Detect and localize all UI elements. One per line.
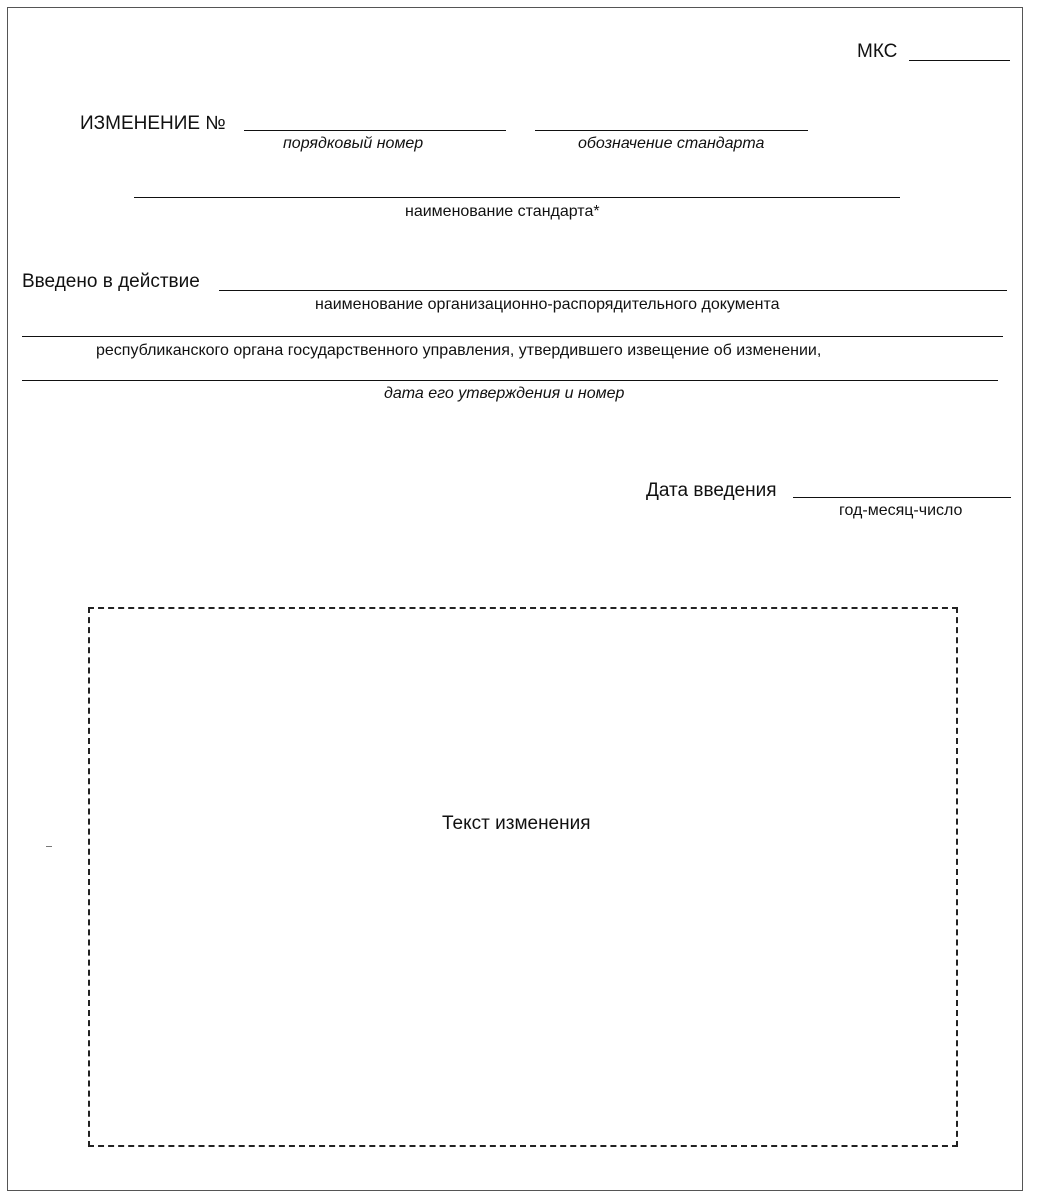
effective-date-label: Дата введения <box>646 480 777 501</box>
serial-number-caption: порядковый номер <box>283 135 424 152</box>
standard-designation-line[interactable] <box>535 130 808 131</box>
enactment-line-2[interactable] <box>22 336 1003 337</box>
effective-date-caption: год-месяц-число <box>839 502 963 519</box>
scan-mark <box>46 846 52 847</box>
change-text-box[interactable] <box>88 607 958 1147</box>
enactment-line-1[interactable] <box>219 290 1007 291</box>
serial-number-line[interactable] <box>244 130 506 131</box>
standard-name-line[interactable] <box>134 197 900 198</box>
mks-field-line[interactable] <box>909 60 1010 61</box>
standard-name-caption: наименование стандарта* <box>405 203 600 220</box>
effective-date-line[interactable] <box>793 497 1011 498</box>
enactment-caption-1: наименование организационно-распорядительного документа <box>315 296 780 313</box>
enactment-caption-3: дата его утверждения и номер <box>384 385 625 402</box>
enactment-line-3[interactable] <box>22 380 998 381</box>
enactment-caption-2: республиканского органа государственного управления, утвердившего извещение об изменении, <box>96 342 822 359</box>
enactment-label: Введено в действие <box>22 271 200 292</box>
change-number-label: ИЗМЕНЕНИЕ № <box>80 113 226 134</box>
mks-label: МКС <box>857 41 898 62</box>
standard-designation-caption: обозначение стандарта <box>578 135 765 152</box>
change-text-label: Текст изменения <box>442 813 591 834</box>
